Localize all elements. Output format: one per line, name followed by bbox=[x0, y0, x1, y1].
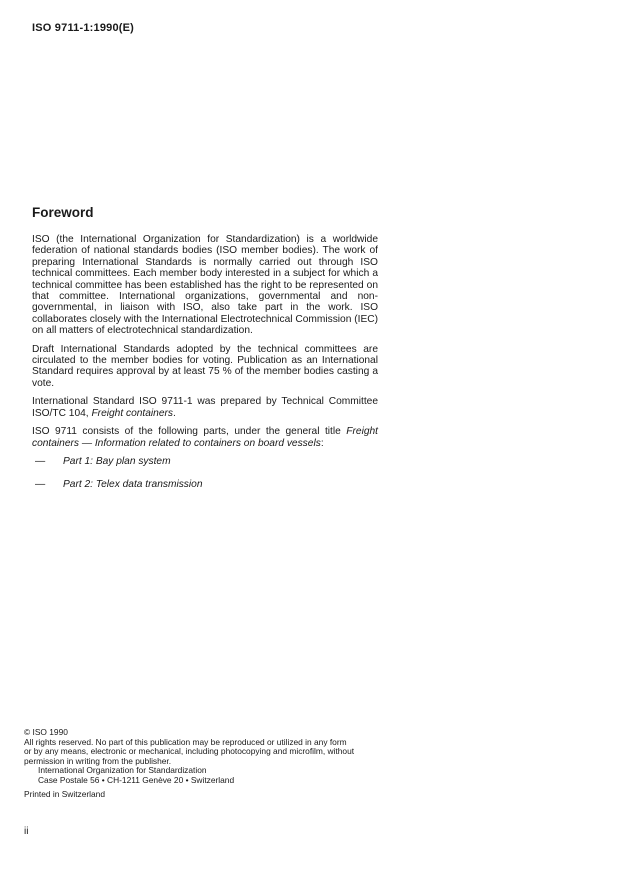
copyright-notice: © ISO 1990 bbox=[24, 727, 68, 737]
organization-name: International Organization for Standardization bbox=[38, 765, 207, 776]
foreword-body bbox=[32, 234, 378, 503]
paragraph-prepared-by bbox=[32, 396, 378, 419]
parts-intro-text: ISO 9711 consists of the following parts, under the general title bbox=[32, 426, 347, 438]
general-title: Freight containers — Information related to containers on board vessels bbox=[32, 426, 378, 449]
part-label: Part 1: Bay plan system bbox=[63, 455, 171, 467]
list-dash: — bbox=[35, 455, 46, 467]
rights-line-2: or by any means, electronic or mechanical, including photocopying and microfilm, without bbox=[24, 746, 355, 757]
committee-title: Freight containers bbox=[91, 407, 173, 419]
list-item bbox=[32, 479, 378, 490]
parts-intro-end: : bbox=[320, 437, 324, 449]
paragraph-draft-standards: Draft International Standards adopted by the technical committees are circulated to the member bodies for voting. Publication as an International Standard requires approval by at least 75 % of the member bodies casting a vote. bbox=[32, 343, 378, 389]
rights-line-1: All rights reserved. No part of this publication may be reproduced or utilized in any form bbox=[24, 736, 347, 747]
parts-list bbox=[32, 456, 378, 491]
rights-line-3: permission in writing from the publisher. bbox=[24, 755, 172, 766]
copyright-block bbox=[24, 728, 384, 799]
foreword-heading: Foreword bbox=[32, 205, 94, 220]
printed-in: Printed in Switzerland bbox=[24, 788, 105, 799]
paragraph-iso-intro: ISO (the International Organization for Standardization) is a worldwide federation of national standards bodies (ISO member bodies). The work of preparing International Standards is normally carried out through ISO technical committees. Each member body interested in a subject for which a technical committee has been established has the right to be represented on that committee. International organizations, governmental and non-governmental, in liaison with ISO, also take part in the work. ISO collaborates closely with the International Electrotechnical Commission (IEC) on all matters of electrotechnical standardization. bbox=[32, 234, 378, 337]
prepared-by-text: International Standard ISO 9711-1 was prepared by Technical Committee ISO/TC 104, bbox=[32, 396, 378, 419]
page-number: ii bbox=[24, 826, 29, 837]
list-dash: — bbox=[35, 479, 46, 491]
paragraph-parts-intro bbox=[32, 426, 378, 449]
prepared-by-end: . bbox=[173, 407, 176, 419]
part-label: Part 2: Telex data transmission bbox=[63, 479, 203, 491]
document-id: ISO 9711-1:1990(E) bbox=[32, 22, 135, 34]
list-item bbox=[32, 456, 378, 467]
organization-address: Case Postale 56 • CH-1211 Genève 20 • Switzerland bbox=[38, 774, 235, 785]
